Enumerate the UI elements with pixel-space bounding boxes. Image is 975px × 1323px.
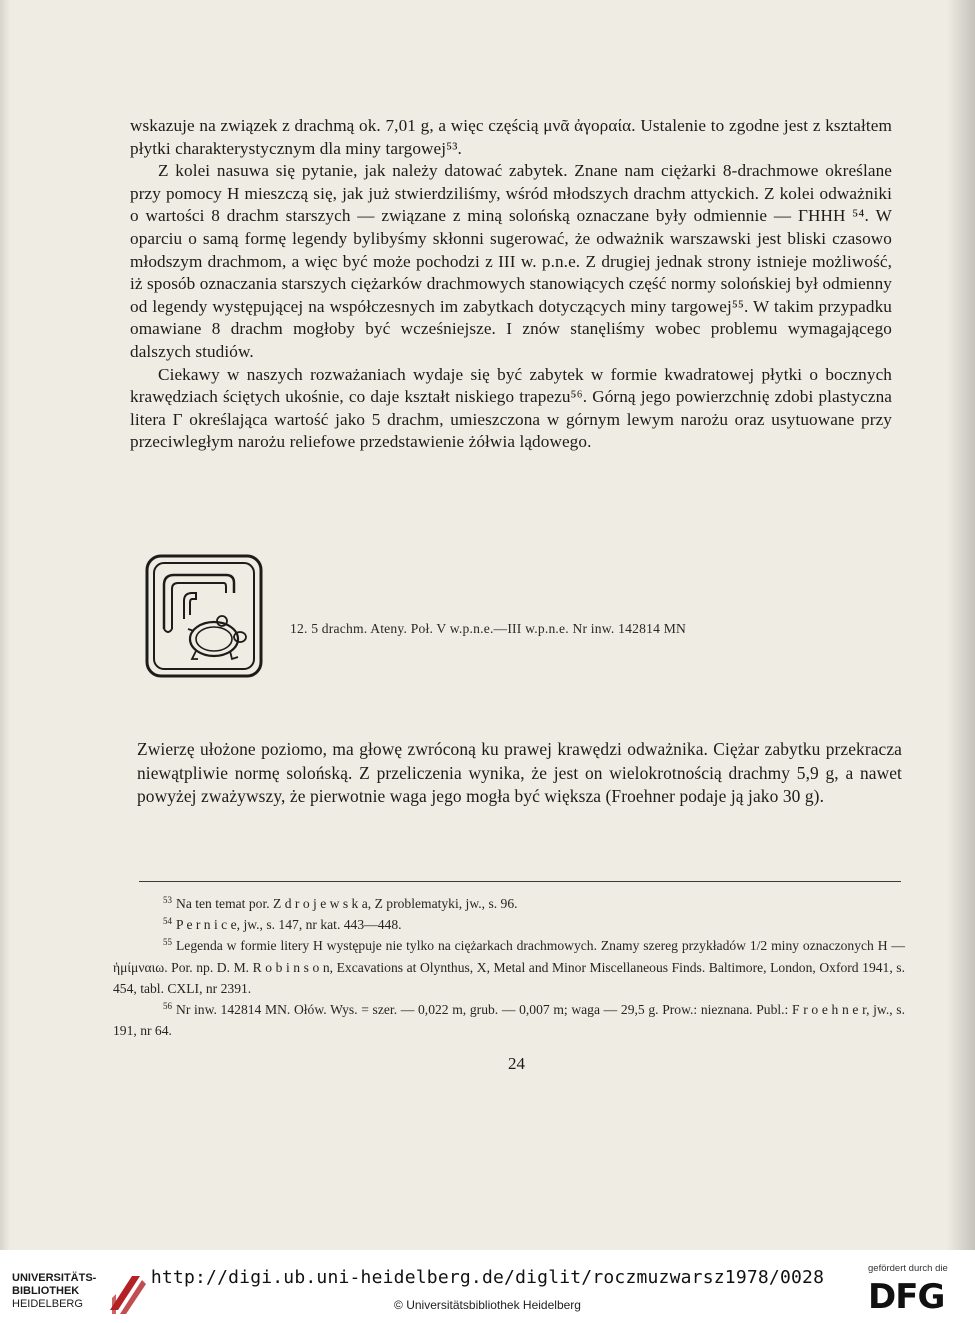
main-text-block [130,115,892,454]
library-name-line3: HEIDELBERG [12,1298,83,1310]
paragraph-3: Ciekawy w naszych rozważaniach wydaje się być zabytek w formie kwadratowej płytki o bocznych krawędziach ściętych ukośnie, co daje kształt niskiego trapezu⁵⁶. Górną jego powierzchnię zdobi plastyczna litera Γ określająca wartość jako 5 drachm, umieszczona w górnym lewym narożu oraz usytuowane przy przeciwległym narożu reliefowe przedstawienie żółwia lądowego. [130,364,892,452]
footnote-54 [113,914,905,935]
permalink-url[interactable]: http://digi.ub.uni-heidelberg.de/diglit/roczmuzwarsz1978/0028 [150,1267,825,1288]
footnote-55 [113,935,905,999]
paragraph-2: Z kolei nasuwa się pytanie, jak należy datować zabytek. Znane nam ciężarki 8-drachmowe określane przy pomocy Η mieszczą się, jak już stwierdziliśmy, wśród młodszych drachm attyckich. Z kolei odważniki o wartości 8 drachm starszych — związane z miną solońską oznaczane były odmiennie — ΓΗΗΗ ⁵⁴. W oparciu o samą formę legendy bylibyśmy skłonni sugerować, że odważnik warszawski jest bliski czasowo młodszym drachmom, a więc być może pochodzi z III w. p.n.e. Z drugiej jednak strony istnieje możliwość, iż sposób oznaczania starszych ciężarków drachmowych stanowiących część normy solońskiej był odmienny od legendy występującej na współczesnych im zabytkach dotyczących miny targowej⁵⁵. W takim przypadku omawiane 8 drachm mogłoby być wcześniejsze. I znów stanęliśmy wobec problemu wymagającego dalszych studiów. [130,161,892,361]
page-gutter-shadow [0,0,10,1250]
figure-caption: 12. 5 drachm. Ateny. Poł. V w.p.n.e.—III w.p.n.e. Nr inw. 142814 MN [290,621,686,636]
library-name-line1: UNIVERSITÄTS- [12,1272,97,1284]
paragraph-4: Zwierzę ułożone poziomo, ma głowę zwróconą ku prawej krawędzi odważnika. Ciężar zabytku przekracza niewątpliwie normę solońską. Z przeliczenia wynika, że jest on wielokrotnością drachmy 5,9 g, a nawet powyżej zważywszy, że pierwotnie waga jego mogła być większa (Froehner podaje ją jako 30 g). [137,739,902,806]
footnote-text: Na ten temat por. Z d r o j e w s k a, Z problematyki, jw., s. 96. [176,896,518,911]
text-after-figure [137,738,902,809]
funding-label: gefördert durch die [868,1263,948,1274]
footnote-number: 54 [163,916,172,927]
footnote-number: 55 [163,937,172,948]
footnote-53 [113,893,905,914]
footnote-56 [113,999,905,1041]
footnote-text: Nr inw. 142814 MN. Ołów. Wys. = szer. — 0,022 m, grub. — 0,007 m; waga — 29,5 g. Prow.: nieznana. Publ.: F r o e h n e r, jw., s. 191, nr 64. [113,1002,905,1039]
weight-figure [144,553,264,679]
footnote-divider [139,881,901,882]
page-edge-shadow [947,0,975,1250]
footnote-text: P e r n i c e, jw., s. 147, nr kat. 443—448. [176,917,402,933]
library-name-line2: BIBLIOTHEK [12,1285,80,1297]
turtle-weight-drawing [144,553,264,679]
footnote-number: 56 [163,1001,172,1012]
page-number: 24 [508,1054,525,1073]
footnote-text: Legenda w formie litery Η występuje nie tylko na ciężarkach drachmowych. Znamy szereg przykładów 1/2 miny oznaczonych Η — ἡμίμναιω. Por. np. D. M. R o b i n s o n, Excavations at Olynthus, X, Metal and Minor Miscellaneous Finds. Baltimore, London, Oxford 1941, s. 454, tabl. CXLI, nr 2391. [113,938,905,996]
footnote-number: 53 [163,895,172,905]
dfg-logo[interactable]: DFG [868,1277,945,1317]
paragraph-1: wskazuje na związek z drachmą ok. 7,01 g, a więc częścią μνᾶ ἀγοραία. Ustalenie to zgodne jest z kształtem płytki charakterystycznym dla miny targowej⁵³. [130,116,892,158]
copyright-notice: © Universitätsbibliothek Heidelberg [394,1298,581,1312]
footnotes [113,893,905,1041]
